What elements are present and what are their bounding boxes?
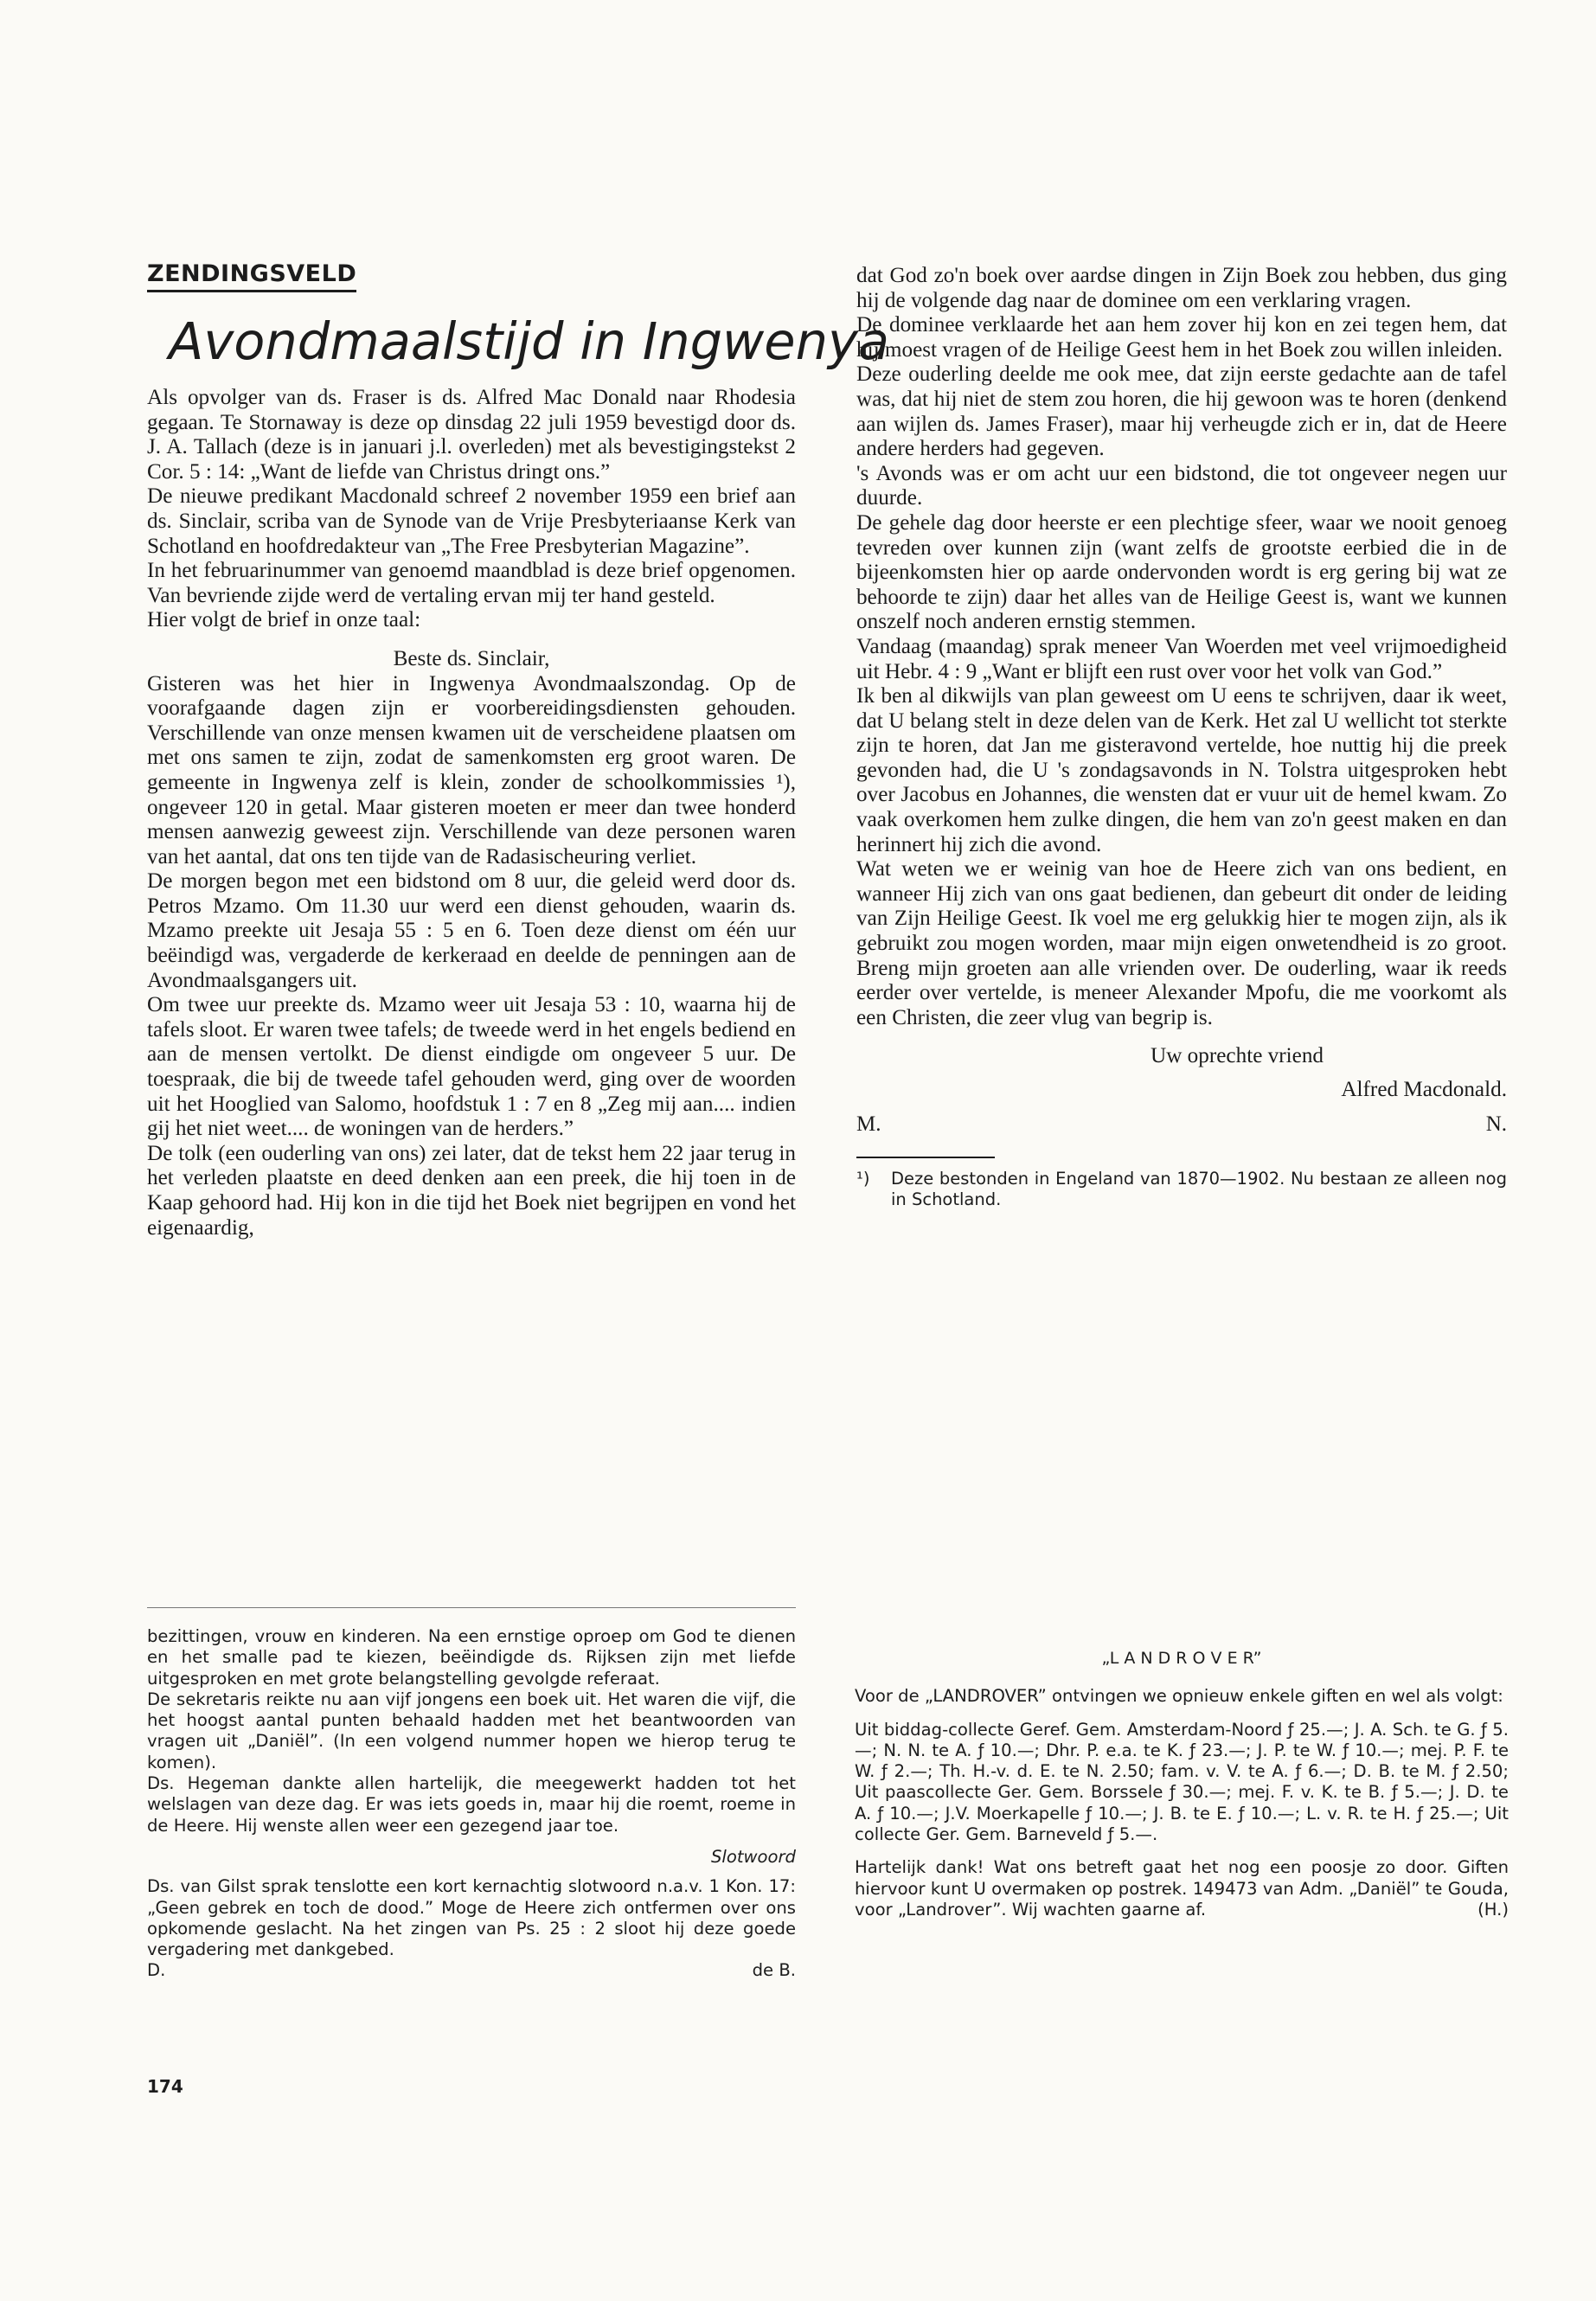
paragraph: Om twee uur preekte ds. Mzamo weer uit Jesaja 53 : 10, waarna hij de tafels sloot. Er waren twee tafels; de tweede werd in het engels bediend en aan de mensen vertolkt. De dienst eindigde om ongeveer 5 uur. De toespraak, die bij de tweede tafel gehouden werd, ging over de woorden uit het Hooglied van Salomo, hoofdstuk 1 : 7 en 8 „Zeg mij aan.... indien gij het niet weet.... de woningen van de herders.” (147, 993, 796, 1141)
right-column (856, 264, 1507, 1210)
paragraph: Ds. Hegeman dankte allen hartelijk, die meegewerkt hadden tot het welslagen van deze dag. Er was iets goeds in, maar hij die roemt, roeme in de Heere. Hij wenste allen weer een gezegend jaar toe. (147, 1773, 796, 1836)
sign-right: de B. (752, 1960, 796, 1981)
slotwoord-heading: Slotwoord (710, 1846, 796, 1867)
paragraph: Ik ben al dikwijls van plan geweest om U eens te schrijven, daar ik weet, dat U belang stelt in deze delen van de Kerk. Het zal U wellicht tot sterkte zijn te horen, dat Jan me gisteravond vertelde, hoe nuttig hij die preek gevonden had, die U 's zondagsavonds in N. Tolstra uitgesproken hebt over Jacobus en Johannes, die wensten dat er vuur uit de hemel kwam. Zo vaak overkomen hem zulke dingen, die hem van zo'n geest maken en dan herinnert hij zich die avond. (856, 684, 1507, 856)
paragraph: De dominee verklaarde het aan hem zover hij kon en zei tegen hem, dat hij moest vragen of de Heilige Geest hem in het Boek zou willen inleiden. (856, 313, 1507, 362)
paragraph: Ds. van Gilst sprak tenslotte een kort kernachtig slotwoord n.a.v. 1 Kon. 17: „Geen gebrek en toch de dood.” Moge de Heere zich ontfermen over ons opkomende geslacht. Na het zingen van Ps. 25 : 2 sloot hij deze goede vergadering met dankgebed. (147, 1876, 796, 1960)
sign: (H.) (1477, 1900, 1509, 1920)
salutation: Beste ds. Sinclair, (393, 646, 550, 670)
paragraph: De nieuwe predikant Macdonald schreef 2 november 1959 een brief aan ds. Sinclair, scriba van de Synode van de Vrije Presbyteriaanse Kerk van Schotland en hoofdredakteur van „The Free Presbyterian Magazine”. (147, 484, 796, 558)
initial-right: N. (1485, 1112, 1507, 1136)
paragraph: Wat weten we er weinig van hoe de Heere zich van ons bedient, en wanneer Hij zich van ons gaat bedienen, dan gebeurt dit onder de leiding van Zijn Heilige Geest. Ik voel me erg gelukkig hier te mogen zijn, als ik gebruikt zou mogen worden, maar mijn eigen onwetendheid is zo groot. Breng mijn groeten aan alle vrienden over. De ouderling, waar ik reeds eerder over vertelde, is meneer Alexander Mpofu, die me voorkomt als een Christen, die zeer vlug van begrip is. (856, 857, 1507, 1029)
footnote-text: Deze bestonden in Engeland van 1870—1902. Nu bestaan ze alleen nog in Schotland. (891, 1168, 1507, 1209)
landrover-heading: „L A N D R O V E R” (1101, 1649, 1262, 1668)
footnote-rule (856, 1157, 995, 1158)
paragraph: Deze ouderling deelde me ook mee, dat zijn eerste gedachte aan de tafel was, dat hij niet de stem zou horen, die hij gewoon was te horen (denkend aan wijlen ds. James Fraser), maar hij verheugde zich er in, dat de Heere andere herders had gegeven. (856, 362, 1507, 461)
paragraph: bezittingen, vrouw en kinderen. Na een ernstige oproep om God te dienen en het smalle pad te kiezen, beëindigde ds. Rijksen zijn met liefde uitgesproken en met grote belangstelling gevolgde referaat. (147, 1626, 796, 1689)
footnote (856, 1169, 1507, 1210)
initials-row (856, 1112, 1507, 1138)
paragraph: De sekretaris reikte nu aan vijf jongens een boek uit. Het waren die vijf, die het hoogst aantal punten behaald hadden met het beantwoorden van vragen uit „Daniël”. (In een volgend nummer hopen we hierop terug te komen). (147, 1689, 796, 1772)
paragraph: 's Avonds was er om acht uur een bidstond, die tot ongeveer negen uur duurde. (856, 461, 1507, 510)
paragraph: Hier volgt de brief in onze taal: (147, 608, 421, 632)
paragraph: Hartelijk dank! Wat ons betreft gaat het nog een poosje zo door. Giften hiervoor kunt U overmaken op postrek. 149473 van Adm. „Daniël” te Gouda, voor „Landrover”. Wij wachten gaarne af. (855, 1857, 1509, 1920)
section-divider (147, 1607, 796, 1608)
paragraph: Vandaag (maandag) sprak meneer Van Woerden met veel vrijmoedigheid uit Hebr. 4 : 9 „Want er blijft een rust over voor het volk van God.” (856, 634, 1507, 683)
bottom-right-column (855, 1648, 1509, 1921)
article-title: Avondmaalstijd in Ingwenya (169, 311, 890, 371)
page-number: 174 (147, 2076, 183, 2097)
paragraph: De tolk (een ouderling van ons) zei later, dat de tekst hem 22 jaar terug in het verleden plaatste en deed denken aan een preek, die hij toen in de Kaap gehoord had. Hij kon in die tijd het Boek niet begrijpen en vond het eigenaardig, (147, 1141, 796, 1240)
paragraph: Als opvolger van ds. Fraser is ds. Alfred Mac Donald naar Rhodesia gegaan. Te Stornaway is deze op dinsdag 22 juli 1959 bevestigd door ds. J. A. Tallach (deze is in januari j.l. overleden) met als bevestigingstekst 2 Cor. 5 : 14: „Want de liefde van Christus dringt ons.” (147, 386, 796, 484)
sign-left: D. (147, 1960, 166, 1981)
paragraph: De gehele dag door heerste er een plechtige sfeer, waar we nooit genoeg tevreden over kunnen zijn (want zelfs de grootste eerbied die in de bijeenkomsten hier op aarde ondervonden wordt is erg gering bij wat ze behoorde te zijn) daar het alles van de Heilige Geest is, want we kunnen onszelf noch anderen ernstig stemmen. (856, 510, 1507, 634)
paragraph: De morgen begon met een bidstond om 8 uur, die geleid werd door ds. Petros Mzamo. Om 11.30 uur werd een dienst gehouden, waarin ds. Mzamo preekte uit Jesaja 55 : 5 en 6. Toen deze dienst om één uur beëindigd was, vergaderde de kerkeraad en deelde de penningen aan de Avondmaalsgangers uit. (147, 869, 796, 992)
paragraph: Voor de „LANDROVER” ontvingen we opnieuw enkele giften en wel als volgt: (855, 1686, 1503, 1707)
left-column (147, 386, 796, 1240)
sign-row (147, 1960, 796, 1981)
section-label: ZENDINGSVELD (147, 261, 356, 292)
paragraph: dat God zo'n boek over aardse dingen in Zijn Boek zou hebben, dus ging hij de volgende dag naar de dominee om een verklaring vragen. (856, 264, 1507, 312)
footnote-mark: ¹) (856, 1168, 870, 1189)
paragraph: In het februarinummer van genoemd maandblad is deze brief opgenomen. Van bevriende zijde werd de vertaling ervan mij ter hand gesteld. (147, 559, 796, 607)
closing: Uw oprechte vriend (1151, 1044, 1324, 1068)
bottom-left-column (147, 1626, 796, 1981)
paragraph: Gisteren was het hier in Ingwenya Avondmaalszondag. Op de voorafgaande dagen zijn er voorbereidingsdiensten gehouden. Verschillende van onze mensen kwamen uit de verscheidene plaatsen om met ons samen te zijn, zodat de samenkomsten erg groot waren. De gemeente in Ingwenya zelf is klein, zonder de schoolkommissies ¹), ongeveer 120 in getal. Maar gisteren moeten er meer dan twee honderd mensen aanwezig geweest zijn. Verschillende van deze personen waren van het aantal, dat ons ten tijde van de Radasischeuring verliet. (147, 671, 796, 868)
initial-left: M. (856, 1112, 881, 1136)
gift-list: Uit biddag-collecte Geref. Gem. Amsterdam-Noord ƒ 25.—; J. A. Sch. te G. ƒ 5.—; N. N. te A. ƒ 10.—; Dhr. P. e.a. te K. ƒ 23.—; J. P. te W. ƒ 10.—; mej. P. F. te W. ƒ 2.—; Th. H.-v. d. E. te N. 2.50; fam. v. V. te A. ƒ 6.—; D. B. te M. ƒ 2.50; Uit paascollecte Ger. Gem. Borssele ƒ 30.—; mej. F. v. K. te B. ƒ 5.—; J. D. te A. ƒ 10.—; J.V. Moerkapelle ƒ 10.—; J. B. te E. ƒ 10.—; L. v. R. te H. ƒ 25.—; Uit collecte Ger. Gem. Barneveld ƒ 5.—. (855, 1719, 1509, 1845)
signature: Alfred Macdonald. (1341, 1078, 1507, 1101)
